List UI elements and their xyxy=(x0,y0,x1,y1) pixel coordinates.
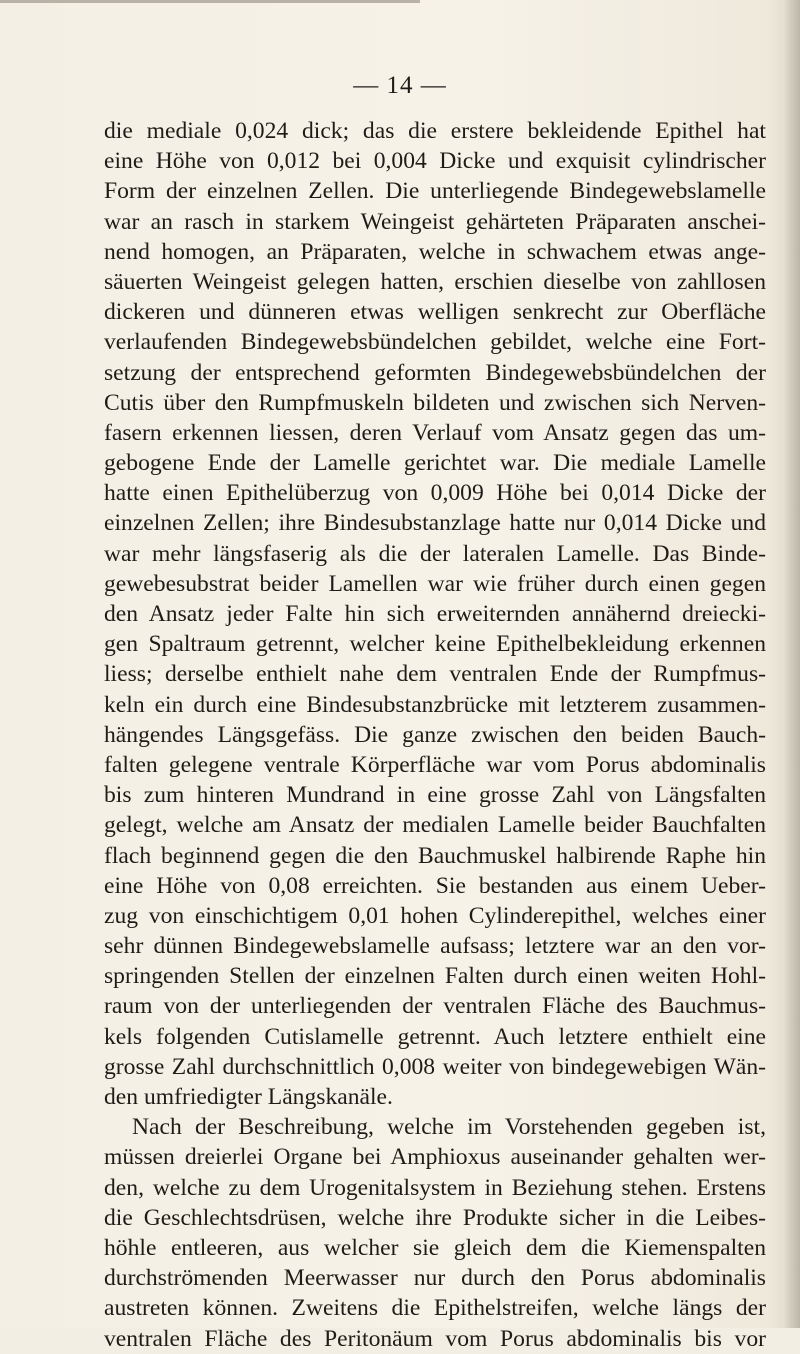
text-line: setzung der entsprechend geformten Bindegewebsbündelchen der xyxy=(104,359,766,386)
text-line: den Ansatz jeder Falte hin sich erweiternden annähernd dreiecki- xyxy=(104,601,766,627)
text-line: raum von der unterliegenden der ventralen Fläche des Bauchmus- xyxy=(104,993,766,1020)
page-number: — 14 — xyxy=(353,72,447,99)
text-line: gen Spaltraum getrennt, welcher keine Epithelbekleidung erkennen xyxy=(104,631,766,658)
page-edge xyxy=(782,0,800,1328)
text-line: verlaufenden Bindegewebsbündelchen gebildet, welche eine Fort- xyxy=(104,329,766,356)
text-line: gewebesubstrat beider Lamellen war wie früher durch einen gegen xyxy=(104,570,766,597)
text-line: den, welche zu dem Urogenitalsystem in Beziehung stehen. Erstens xyxy=(104,1174,766,1201)
text-line: keln ein durch eine Bindesubstanzbrücke mit letzterem zusammen- xyxy=(104,691,766,718)
text-line: durchströmenden Meerwasser nur durch den Porus abdominalis xyxy=(104,1265,766,1292)
text-line: austreten können. Zweitens die Epithelstreifen, welche längs der xyxy=(104,1295,766,1322)
body-text xyxy=(104,116,766,1354)
text-line: müssen dreierlei Organe bei Amphioxus auseinander gehalten wer- xyxy=(104,1144,766,1171)
text-line: kels folgenden Cutislamelle getrennt. Auch letztere enthielt eine xyxy=(104,1023,766,1050)
text-line: liess; derselbe enthielt nahe dem ventralen Ende der Rumpfmus- xyxy=(104,661,766,688)
text-line: einzelnen Zellen; ihre Bindesubstanzlage hatte nur 0,014 Dicke und xyxy=(104,510,766,537)
text-line: gelegt, welche am Ansatz der medialen Lamelle beider Bauchfalten xyxy=(104,812,766,839)
text-line: ventralen Fläche des Peritonäum vom Porus abdominalis bis vor xyxy=(104,1325,766,1352)
text-line: eine Höhe von 0,08 erreichten. Sie bestanden aus einem Ueber- xyxy=(104,872,766,899)
text-line: war mehr längsfaserig als die der lateralen Lamelle. Das Binde- xyxy=(104,540,766,567)
text-line: springenden Stellen der einzelnen Falten durch einen weiten Hohl- xyxy=(104,963,766,990)
text-line: eine Höhe von 0,012 bei 0,004 Dicke und exquisit cylindrischer xyxy=(104,148,766,175)
paragraph-end-line: den umfriedigter Längskanäle. xyxy=(104,1084,393,1110)
text-line: höhle entleeren, aus welcher sie gleich dem die Kiemenspalten xyxy=(104,1234,766,1261)
text-line: flach beginnend gegen die den Bauchmuskel halbirende Raphe hin xyxy=(104,842,766,869)
text-line: bis zum hinteren Mundrand in eine grosse Zahl von Längsfalten xyxy=(104,782,766,809)
top-rule xyxy=(0,0,420,3)
text-line: hängendes Längsgefäss. Die ganze zwischen den beiden Bauch- xyxy=(104,721,766,748)
text-line: hatte einen Epithelüberzug von 0,009 Höhe bei 0,014 Dicke der xyxy=(104,480,766,507)
text-line: die mediale 0,024 dick; das die erstere bekleidende Epithel hat xyxy=(104,118,766,144)
text-line: zug von einschichtigem 0,01 hohen Cylinderepithel, welches einer xyxy=(104,902,766,929)
paragraph-start-line: Nach der Beschreibung, welche im Vorstehenden gegeben ist, xyxy=(132,1114,766,1141)
text-line: fasern erkennen liessen, deren Verlauf vom Ansatz gegen das um- xyxy=(104,419,766,446)
text-line: die Geschlechtsdrüsen, welche ihre Produkte sicher in die Leibes- xyxy=(104,1204,766,1231)
text-line: sehr dünnen Bindegewebslamelle aufsass; letztere war an den vor- xyxy=(104,933,766,960)
text-line: gebogene Ende der Lamelle gerichtet war. Die mediale Lamelle xyxy=(104,450,766,477)
text-line: war an rasch in starkem Weingeist gehärteten Präparaten anschei- xyxy=(104,208,766,235)
text-line: Form der einzelnen Zellen. Die unterliegende Bindegewebslamelle xyxy=(104,178,766,205)
text-line: grosse Zahl durchschnittlich 0,008 weiter von bindegewebigen Wän- xyxy=(104,1053,766,1080)
text-line: säuerten Weingeist gelegen hatten, erschien dieselbe von zahllosen xyxy=(104,268,766,295)
text-line: nend homogen, an Präparaten, welche in schwachem etwas ange- xyxy=(104,238,766,265)
text-line: dickeren und dünneren etwas welligen senkrecht zur Oberfläche xyxy=(104,299,766,326)
text-line: Cutis über den Rumpfmuskeln bildeten und zwischen sich Nerven- xyxy=(104,389,766,416)
text-line: falten gelegene ventrale Körperfläche war vom Porus abdominalis xyxy=(104,751,766,778)
